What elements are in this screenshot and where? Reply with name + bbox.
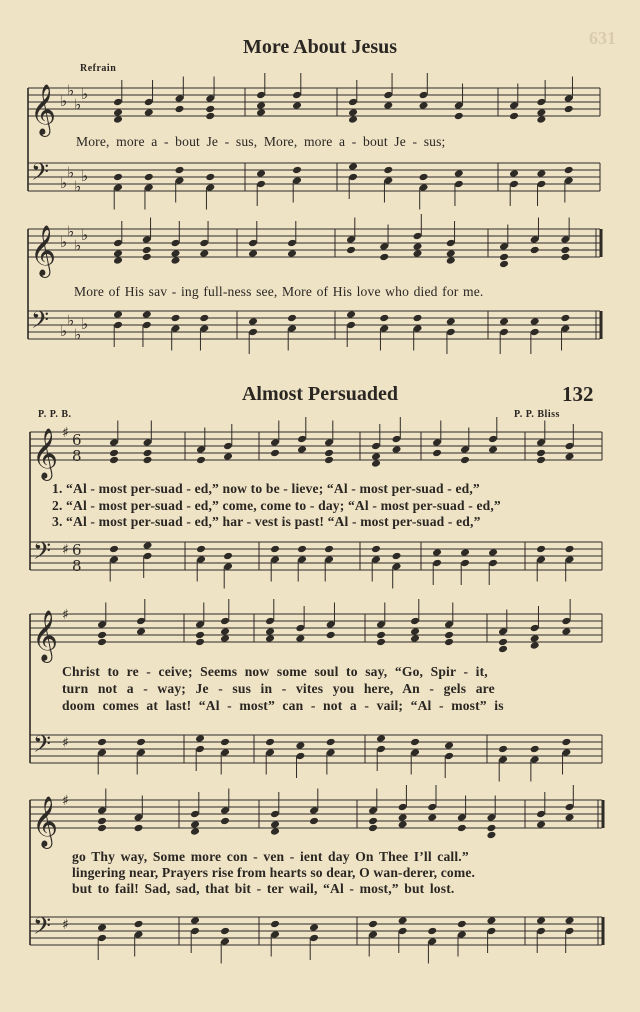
time-signature: 6 <box>72 431 82 449</box>
note-head <box>488 548 498 557</box>
note-head <box>256 108 266 117</box>
note-head <box>190 820 200 829</box>
verse1-line3: go Thy way, Some more con - ven - ient day On Thee I’ll call.” <box>72 849 469 864</box>
note-head <box>379 253 389 262</box>
note-head <box>383 101 393 110</box>
note-head <box>446 249 456 258</box>
note-head <box>432 548 442 557</box>
bass-clef-icon: 𝄢 <box>33 537 52 570</box>
note-head <box>270 920 280 929</box>
note-head <box>498 645 508 654</box>
note-head <box>486 831 496 840</box>
flat-icon: ♭ <box>67 222 75 241</box>
note-head <box>205 105 215 114</box>
note-head <box>410 738 420 747</box>
note-head <box>97 817 107 826</box>
note-head <box>565 452 575 461</box>
note-head <box>499 317 509 326</box>
flat-icon: ♭ <box>67 81 75 100</box>
note-head <box>113 115 123 124</box>
verse1-line1: 1. “Al - most per-suad - ed,” now to be - lieve; “Al - most per-suad - ed,” <box>52 481 480 496</box>
note-head <box>371 545 381 554</box>
note-head <box>97 923 107 932</box>
note-head <box>136 627 146 636</box>
note-head <box>134 824 144 833</box>
sharp-icon: ♯ <box>62 607 69 623</box>
note-head <box>297 545 307 554</box>
note-head <box>309 817 319 826</box>
note-head <box>457 824 467 833</box>
note-head <box>460 548 470 557</box>
note-head <box>530 317 540 326</box>
note-head <box>171 314 181 323</box>
note-head <box>530 246 540 255</box>
note-head <box>270 449 280 458</box>
verse1-line2: Christ to re - ceive; Seems now some soul to say, “Go, Spir - it, <box>62 664 488 679</box>
note-head <box>419 173 429 182</box>
note-head <box>413 314 423 323</box>
note-head <box>256 169 266 178</box>
note-head <box>536 449 546 458</box>
note-head <box>536 916 546 925</box>
note-head <box>376 631 386 640</box>
note-head <box>371 452 381 461</box>
flat-icon: ♭ <box>60 92 68 110</box>
note-head <box>220 927 230 936</box>
note-head <box>561 627 571 636</box>
hymn-number: 132 <box>562 382 594 406</box>
note-head <box>560 246 570 255</box>
note-head <box>205 173 215 182</box>
note-head <box>295 741 305 750</box>
note-head <box>196 456 206 465</box>
note-head <box>454 112 464 121</box>
note-head <box>220 634 230 643</box>
note-head <box>413 249 423 258</box>
note-head <box>444 631 454 640</box>
note-head <box>530 634 540 643</box>
flat-icon: ♭ <box>60 233 68 251</box>
note-head <box>368 920 378 929</box>
note-head <box>136 738 146 747</box>
flat-icon: ♭ <box>81 85 89 103</box>
flat-icon: ♭ <box>81 315 89 333</box>
note-head <box>410 627 420 636</box>
note-head <box>265 634 275 643</box>
note-head <box>486 824 496 833</box>
note-head <box>297 445 307 454</box>
note-head <box>265 627 275 636</box>
note-head <box>460 456 470 465</box>
flat-icon: ♭ <box>81 226 89 244</box>
note-head <box>113 173 123 182</box>
note-head <box>398 916 408 925</box>
note-head <box>113 108 123 117</box>
note-head <box>565 916 575 925</box>
note-head <box>199 249 209 258</box>
note-head <box>561 738 571 747</box>
note-head <box>427 813 437 822</box>
note-head <box>113 249 123 258</box>
note-head <box>564 105 574 114</box>
note-head <box>270 820 280 829</box>
note-head <box>368 817 378 826</box>
hymn1-lyric-line-2: More of His sav - ing full-ness see, More of His love who died for me. <box>74 284 484 299</box>
note-head <box>379 314 389 323</box>
note-head <box>190 827 200 836</box>
note-head <box>143 449 153 458</box>
note-head <box>509 169 519 178</box>
note-head <box>410 634 420 643</box>
treble-clef-icon: 𝄞 <box>32 610 59 661</box>
note-head <box>326 738 336 747</box>
note-head <box>223 552 233 561</box>
words-credit: P. P. B. <box>38 409 72 420</box>
note-head <box>371 459 381 468</box>
flat-icon: ♭ <box>74 325 82 344</box>
note-head <box>292 101 302 110</box>
flat-icon: ♭ <box>67 311 75 330</box>
verse3-line3: but to fail! Sad, sad, that bit - ter wail, “Al - most,” but lost. <box>72 881 455 896</box>
treble-clef-icon: 𝄞 <box>32 428 59 479</box>
note-head <box>220 738 230 747</box>
note-head <box>499 260 509 269</box>
verse2-line2: turn not a - way; Je - sus in - vites you here, An - gels are <box>62 681 495 696</box>
note-head <box>324 456 334 465</box>
note-head <box>144 173 154 182</box>
note-head <box>348 162 358 171</box>
note-head <box>432 449 442 458</box>
note-head <box>195 734 205 743</box>
note-head <box>248 249 258 258</box>
note-head <box>413 242 423 251</box>
flat-icon: ♭ <box>60 174 68 192</box>
time-signature: 8 <box>72 557 82 575</box>
note-head <box>427 927 437 936</box>
note-head <box>265 738 275 747</box>
note-head <box>248 317 258 326</box>
note-head <box>113 256 123 265</box>
note-head <box>444 741 454 750</box>
note-head <box>565 813 575 822</box>
note-head <box>348 108 358 117</box>
note-head <box>97 638 107 647</box>
note-head <box>498 638 508 647</box>
note-head <box>324 545 334 554</box>
note-head <box>223 452 233 461</box>
note-head <box>398 820 408 829</box>
note-head <box>383 166 393 175</box>
time-signature: 8 <box>72 447 82 465</box>
music-credit: P. P. Bliss <box>514 409 560 420</box>
note-head <box>486 916 496 925</box>
faint-page-number: 631 <box>589 28 616 48</box>
flat-icon: ♭ <box>60 322 68 340</box>
note-head <box>171 256 181 265</box>
note-head <box>499 253 509 262</box>
flat-icon: ♭ <box>74 236 82 255</box>
note-head <box>295 634 305 643</box>
flat-icon: ♭ <box>67 163 75 182</box>
note-head <box>256 101 266 110</box>
note-head <box>142 253 152 262</box>
note-head <box>392 552 402 561</box>
note-head <box>142 246 152 255</box>
note-head <box>195 638 205 647</box>
note-head <box>270 545 280 554</box>
note-head <box>536 456 546 465</box>
note-head <box>376 638 386 647</box>
note-head <box>97 631 107 640</box>
note-head <box>134 920 144 929</box>
note-head <box>536 820 546 829</box>
bass-clef-icon: 𝄢 <box>33 730 52 763</box>
note-head <box>498 745 508 754</box>
note-head <box>292 166 302 175</box>
note-head <box>97 738 107 747</box>
note-head <box>324 449 334 458</box>
note-head <box>536 108 546 117</box>
refrain-label: Refrain <box>80 63 117 74</box>
note-head <box>560 253 570 262</box>
sharp-icon: ♯ <box>62 917 69 933</box>
verse3-line2: doom comes at last! “Al - most” can - not a - vail; “Al - most” is <box>62 698 504 713</box>
sharp-icon: ♯ <box>62 793 69 809</box>
verse2-line1: 2. “Al - most per-suad - ed,” come, come to - day; “Al - most per-suad - ed,” <box>52 498 501 513</box>
note-head <box>97 824 107 833</box>
note-head <box>171 249 181 258</box>
note-head <box>392 445 402 454</box>
note-head <box>309 923 319 932</box>
bass-clef-icon: 𝄢 <box>31 306 50 339</box>
note-head <box>199 314 209 323</box>
note-head <box>109 449 119 458</box>
note-head <box>143 541 153 550</box>
note-head <box>376 734 386 743</box>
note-head <box>144 108 154 117</box>
flat-icon: ♭ <box>74 177 82 196</box>
note-head <box>457 920 467 929</box>
note-head <box>270 827 280 836</box>
sharp-icon: ♯ <box>62 425 69 441</box>
note-head <box>565 545 575 554</box>
verse2-line3: lingering near, Prayers rise from hearts so dear, O wan-derer, come. <box>72 865 476 880</box>
note-head <box>454 169 464 178</box>
hymn1-lyric-line-1: More, more a - bout Je - sus, More, more a - bout Je - sus; <box>76 134 446 149</box>
note-head <box>220 627 230 636</box>
flat-icon: ♭ <box>74 95 82 114</box>
bass-clef-icon: 𝄢 <box>33 912 52 945</box>
note-head <box>346 310 356 319</box>
note-head <box>142 310 152 319</box>
sharp-icon: ♯ <box>62 735 69 751</box>
note-head <box>488 445 498 454</box>
note-head <box>195 631 205 640</box>
time-signature: 6 <box>72 541 82 559</box>
verse3-line1: 3. “Al - most per-suad - ed,” har - vest is past! “Al - most per-suad - ed,” <box>52 514 481 529</box>
sharp-icon: ♯ <box>62 542 69 558</box>
note-head <box>564 166 574 175</box>
note-head <box>446 317 456 326</box>
hymn1-title: More About Jesus <box>242 36 398 58</box>
flat-icon: ♭ <box>81 167 89 185</box>
treble-clef-icon: 𝄞 <box>30 225 57 276</box>
note-head <box>346 246 356 255</box>
note-head <box>509 112 519 121</box>
note-head <box>143 456 153 465</box>
note-head <box>536 169 546 178</box>
note-head <box>175 166 185 175</box>
note-head <box>368 824 378 833</box>
note-head <box>287 249 297 258</box>
note-head <box>175 105 185 114</box>
hymn2-title: Almost Persuaded <box>241 383 399 405</box>
note-head <box>205 112 215 121</box>
note-head <box>536 115 546 124</box>
bass-clef-icon: 𝄢 <box>31 158 50 191</box>
note-head <box>560 314 570 323</box>
note-head <box>287 314 297 323</box>
note-head <box>196 545 206 554</box>
note-head <box>530 641 540 650</box>
note-head <box>444 638 454 647</box>
note-head <box>326 631 336 640</box>
note-head <box>109 545 119 554</box>
note-head <box>419 101 429 110</box>
note-head <box>109 456 119 465</box>
treble-clef-icon: 𝄞 <box>32 796 59 847</box>
note-head <box>113 310 123 319</box>
note-head <box>530 745 540 754</box>
note-head <box>348 115 358 124</box>
note-head <box>190 916 200 925</box>
note-head <box>398 813 408 822</box>
note-head <box>536 545 546 554</box>
treble-clef-icon: 𝄞 <box>30 84 57 135</box>
note-head <box>446 256 456 265</box>
note-head <box>220 817 230 826</box>
